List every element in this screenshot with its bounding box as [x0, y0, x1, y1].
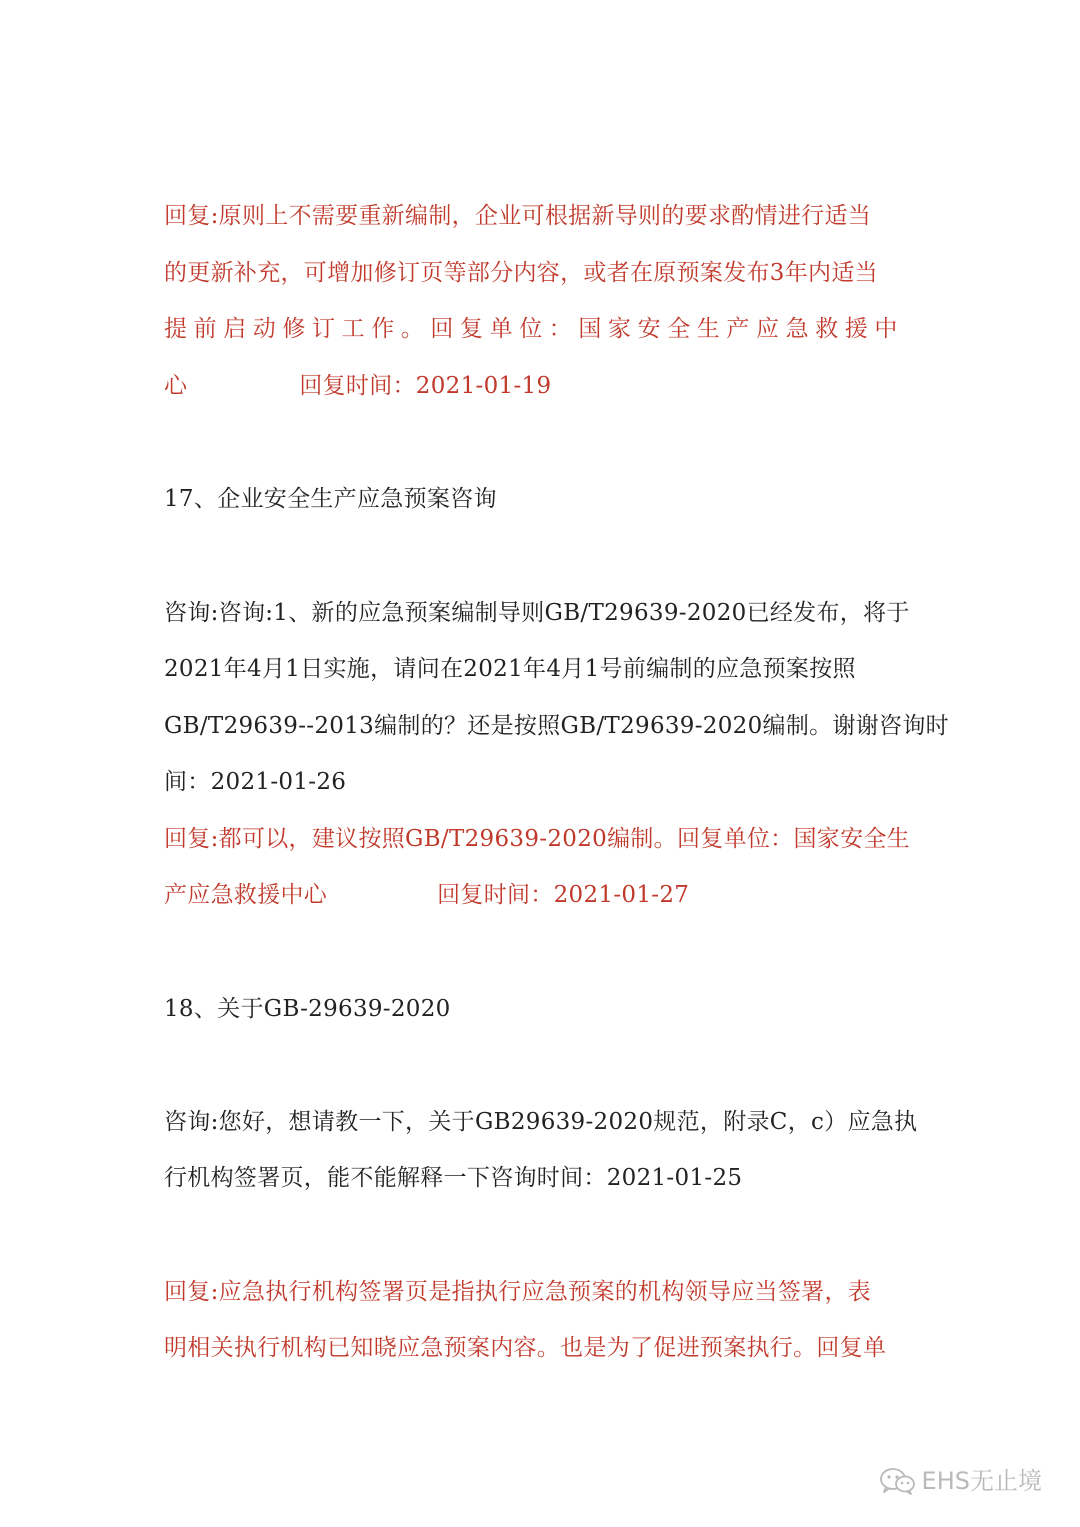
question-17-line-4: 间：2021-01-26 — [164, 769, 347, 795]
reply-16-line-3: 提前启动修订工作。回复单位：国家安全生产应急救援中 — [164, 316, 904, 342]
reply-16-line-4-start: 心 — [164, 373, 188, 399]
section-17-title: 17、企业安全生产应急预案咨询 — [164, 486, 497, 512]
reply-17-line-2-start: 产应急救援中心 — [164, 882, 328, 908]
watermark-text: EHS无止境 — [921, 1467, 1042, 1495]
reply-17-line-2 — [164, 880, 689, 910]
reply-18-line-1: 回复:应急执行机构签署页是指执行应急预案的机构领导应当签署，表 — [164, 1279, 872, 1305]
reply-16-line-1: 回复:原则上不需要重新编制，企业可根据新导则的要求酌情进行适当 — [164, 203, 872, 229]
reply-17-line-1: 回复:都可以，建议按照GB/T29639-2020编制。回复单位：国家安全生 — [164, 826, 910, 852]
reply-17-time: 回复时间：2021-01-27 — [437, 882, 690, 908]
question-17-line-3: GB/T29639--2013编制的？还是按照GB/T29639-2020编制。谢谢咨询时 — [164, 713, 949, 739]
reply-18-line-2: 明相关执行机构已知晓应急预案内容。也是为了促进预案执行。回复单 — [164, 1335, 887, 1361]
question-18-line-1: 咨询:您好，想请教一下，关于GB29639-2020规范，附录C，c）应急执 — [164, 1109, 918, 1135]
section-18-title: 18、关于GB-29639-2020 — [164, 996, 451, 1022]
question-17-line-2: 2021年4月1日实施，请问在2021年4月1号前编制的应急预案按照 — [164, 656, 856, 682]
question-18-line-2: 行机构签署页，能不能解释一下咨询时间：2021-01-25 — [164, 1165, 743, 1191]
watermark — [878, 1466, 1042, 1496]
reply-16-line-2: 的更新补充，可增加修订页等部分内容，或者在原预案发布3年内适当 — [164, 260, 878, 286]
reply-16-line-4 — [164, 371, 551, 401]
wechat-icon — [878, 1466, 916, 1496]
reply-16-time: 回复时间：2021-01-19 — [299, 373, 552, 399]
question-17-line-1: 咨询:咨询:1、新的应急预案编制导则GB/T29639-2020已经发布，将于 — [164, 600, 910, 626]
